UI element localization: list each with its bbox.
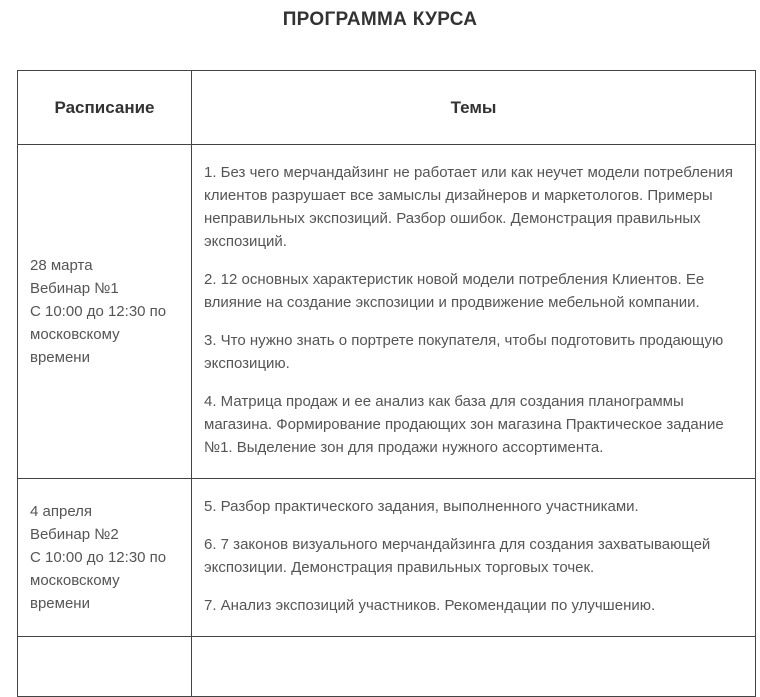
schedule-webinar-number: Вебинар №1: [30, 280, 119, 297]
topics-cell: [192, 637, 756, 697]
course-program-table: [17, 70, 756, 697]
table-row-webinar-2: [18, 479, 756, 637]
topic-item: 3. Что нужно знать о портрете покупателя, чтобы подготовить продающую экспозицию.: [204, 332, 724, 372]
topic-item: 5. Разбор практического задания, выполненного участниками.: [204, 498, 639, 515]
header-row: [18, 71, 756, 145]
table-row-webinar-1: [18, 145, 756, 479]
topics-cell: [192, 479, 756, 637]
page-title: ПРОГРАММА КУРСА: [282, 9, 478, 30]
schedule-webinar-number: Вебинар №2: [30, 526, 119, 543]
schedule-time: С 10:00 до 12:30 по московскому времени: [30, 303, 167, 366]
topic-item: 6. 7 законов визуального мерчандайзинга для создания захватывающей экспозиции. Демонстрация правильных торговых точек.: [204, 536, 711, 576]
topic-item: 7. Анализ экспозиций участников. Рекомендации по улучшению.: [204, 597, 656, 614]
topic-item: 2. 12 основных характеристик новой модели потребления Клиентов. Ее влияние на создание экспозиции и продвижение мебельной компании.: [204, 271, 705, 311]
column-header-schedule: Расписание: [18, 71, 192, 145]
schedule-date: 4 апреля: [30, 503, 93, 520]
column-header-topics: Темы: [192, 71, 756, 145]
table-row-partial: [18, 637, 756, 697]
schedule-time: С 10:00 до 12:30 по московскому времени: [30, 549, 167, 612]
schedule-cell: [18, 145, 192, 479]
topic-item: 4. Матрица продаж и ее анализ как база для создания планограммы магазина. Формирование продающих зон магазина Практическое задание №1. Выделение зон для продажи нужного ассортимента.: [204, 393, 724, 456]
schedule-cell: [18, 479, 192, 637]
schedule-date: 28 марта: [30, 257, 93, 274]
schedule-cell: [18, 637, 192, 697]
topics-cell: [192, 145, 756, 479]
topic-item: 1. Без чего мерчандайзинг не работает или как неучет модели потребления клиентов разрушает все замыслы дизайнеров и маркетологов. Примеры неправильных экспозиций. Разбор ошибок. Демонстрация правильных экспозиций.: [204, 164, 733, 250]
